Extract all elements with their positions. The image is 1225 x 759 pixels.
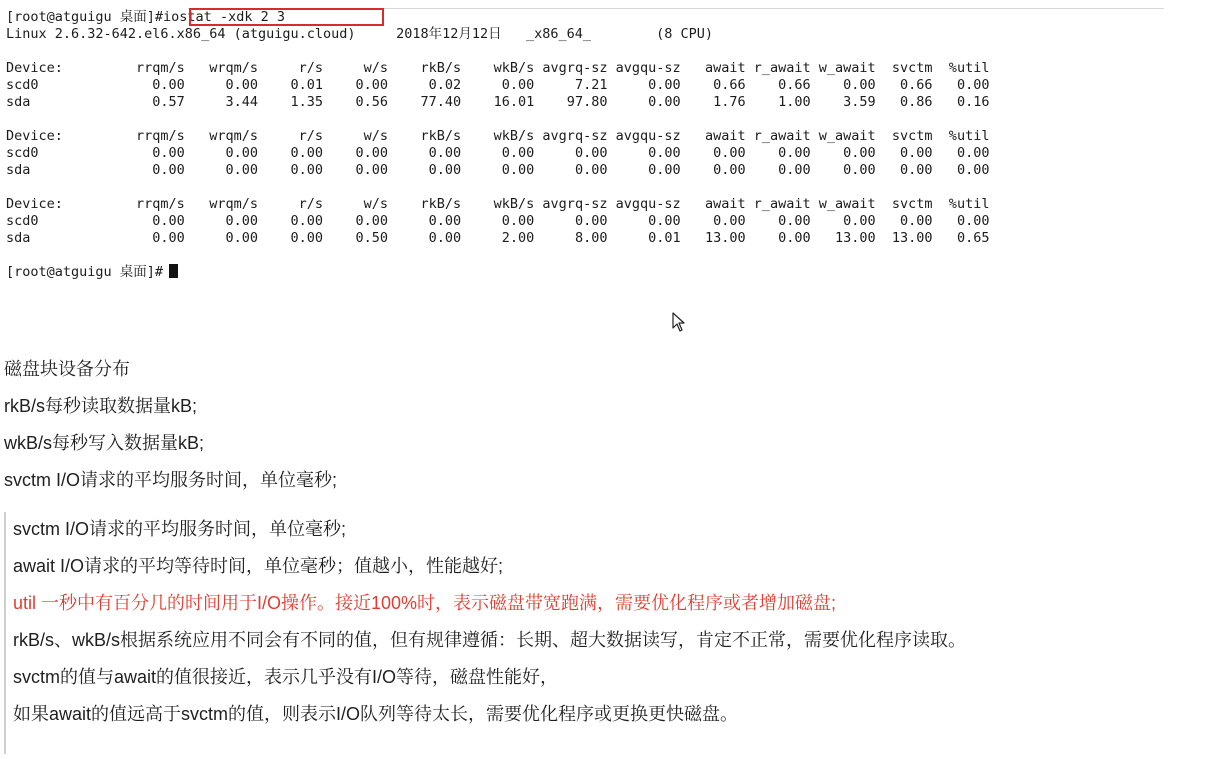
iostat-row-sda-2: sda 0.00 0.00 0.00 0.00 0.00 0.00 0.00 0.00 0.00 0.00 0.00 0.00 0.00: [6, 162, 990, 178]
command-highlight-box: [189, 8, 384, 26]
iostat-row-scd0-3: scd0 0.00 0.00 0.00 0.00 0.00 0.00 0.00 0.00 0.00 0.00 0.00 0.00 0.00: [6, 213, 990, 229]
iostat-header-2: Device: rrqm/s wrqm/s r/s w/s rkB/s wkB/s avgrq-sz avgqu-sz await r_await w_await svctm %util: [6, 128, 990, 144]
quote-await-much-higher: 如果await的值远高于svctm的值，则表示I/O队列等待太长，需要优化程序或更换更快磁盘。: [13, 704, 739, 724]
quote-util-warning: util 一秒中有百分几的时间用于I/O操作。接近100%时，表示磁盘带宽跑满，需要优化程序或者增加磁盘;: [13, 593, 837, 613]
iostat-header-3: Device: rrqm/s wrqm/s r/s w/s rkB/s wkB/s avgrq-sz avgqu-sz await r_await w_await svctm %util: [6, 196, 990, 212]
iostat-row-sda-3: sda 0.00 0.00 0.00 0.50 0.00 2.00 8.00 0.01 13.00 0.00 13.00 13.00 0.65: [6, 230, 990, 246]
iostat-row-scd0-1: scd0 0.00 0.00 0.01 0.00 0.02 0.00 7.21 0.00 0.66 0.66 0.00 0.66 0.00: [6, 77, 990, 93]
quote-svctm: svctm I/O请求的平均服务时间，单位毫秒;: [13, 519, 346, 539]
final-prompt-line: [6, 264, 178, 281]
quote-svctm-await-close: svctm的值与await的值很接近，表示几乎没有I/O等待，磁盘性能好，: [13, 667, 559, 687]
system-info-line: Linux 2.6.32-642.el6.x86_64 (atguigu.cloud) 2018年12月12日 _x86_64_ (8 CPU): [6, 26, 713, 42]
text-cursor: [169, 264, 178, 278]
iostat-header-1: Device: rrqm/s wrqm/s r/s w/s rkB/s wkB/s avgrq-sz avgqu-sz await r_await w_await svctm %util: [6, 60, 990, 76]
prompt: [root@atguigu 桌面]#: [6, 9, 164, 25]
quote-rkbs-wkbs: rkB/s、wkB/s根据系统应用不同会有不同的值，但有规律遵循：长期、超大数据读写，肯定不正常，需要优化程序读取。: [13, 630, 967, 650]
note-svctm: svctm I/O请求的平均服务时间，单位毫秒;: [4, 470, 337, 490]
note-disk-block-distribution: 磁盘块设备分布: [4, 359, 130, 379]
mouse-pointer-icon: [672, 312, 686, 332]
note-wkbs: wkB/s每秒写入数据量kB;: [4, 433, 205, 453]
final-prompt: [root@atguigu 桌面]#: [6, 264, 164, 280]
iostat-row-sda-1: sda 0.57 3.44 1.35 0.56 77.40 16.01 97.80 0.00 1.76 1.00 3.59 0.86 0.16: [6, 94, 990, 110]
iostat-row-scd0-2: scd0 0.00 0.00 0.00 0.00 0.00 0.00 0.00 0.00 0.00 0.00 0.00 0.00 0.00: [6, 145, 990, 161]
terminal-output[interactable]: [0, 0, 1225, 290]
note-rkbs: rkB/s每秒读取数据量kB;: [4, 396, 198, 416]
quote-await: await I/O请求的平均等待时间，单位毫秒；值越小，性能越好;: [13, 556, 504, 576]
command-text: iostat -xdk 2 3: [163, 9, 285, 25]
explanation-blockquote: [4, 512, 1206, 754]
